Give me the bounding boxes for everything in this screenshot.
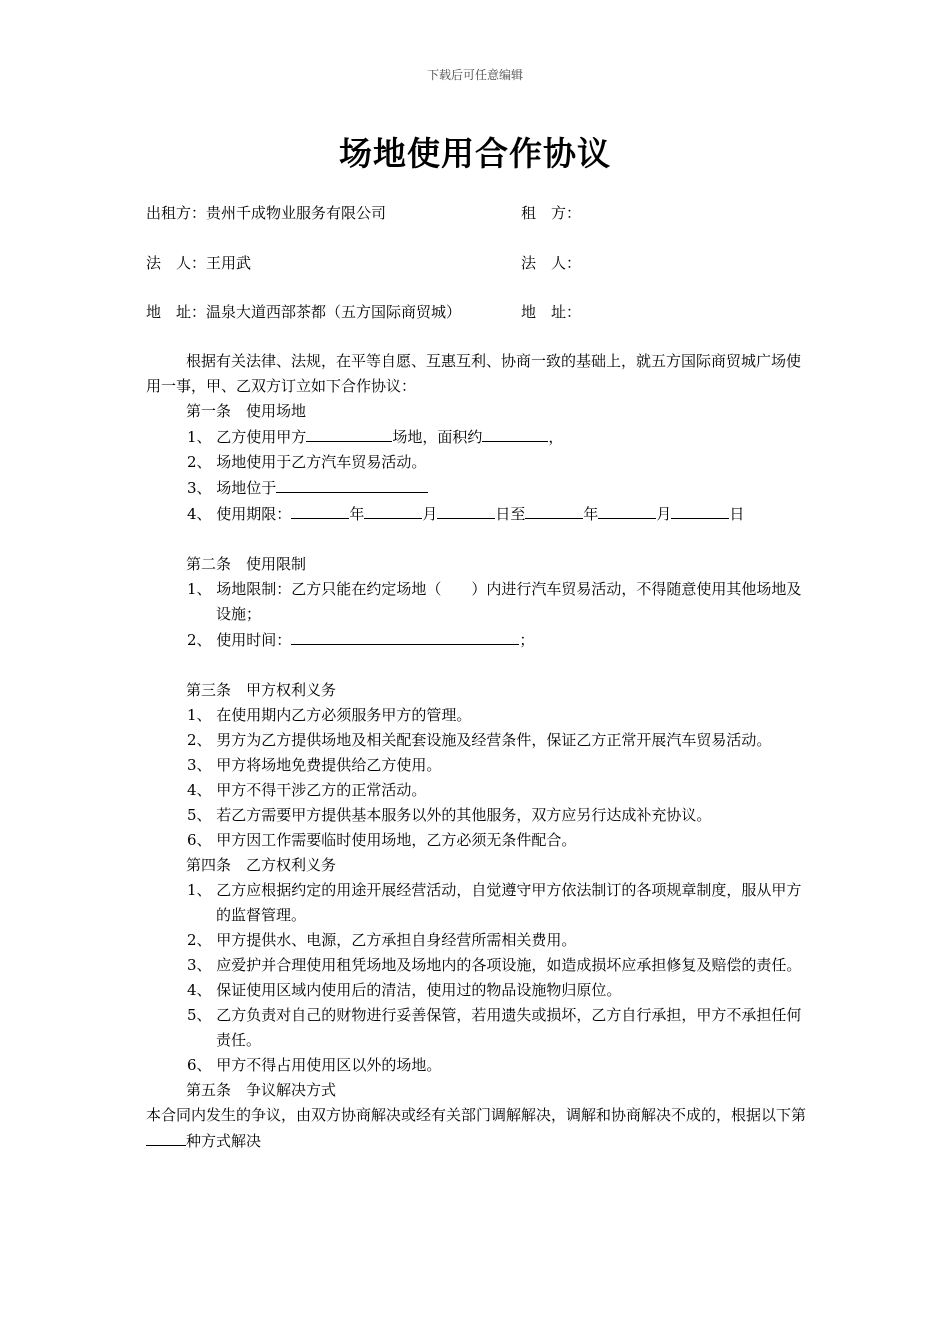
article-3-item: 5、 若乙方需要甲方提供基本服务以外的其他服务，双方应另行达成补充协议。 [187, 806, 712, 824]
article-2-title: 第二条 使用限制 [186, 555, 307, 573]
item-text: ； [519, 631, 535, 649]
article-2-item-2 [146, 627, 811, 653]
item-text: 3、 场地位于 [187, 479, 277, 497]
party-row-address [146, 301, 826, 321]
lessor-address: 地 址：温泉大道西部茶都（五方国际商贸城） [146, 303, 462, 321]
article-3-item: 2、 男方为乙方提供场地及相关配套设施及经营条件，保证乙方正常开展汽车贸易活动。 [187, 731, 772, 749]
item-text: 2、 使用时间： [187, 631, 292, 649]
article-4-item: 5、 乙方负责对自己的财物进行妥善保管，若用遗失或损坏，乙方自行承担，甲方不承担任何责任。 [187, 1006, 802, 1049]
document-title: 场地使用合作协议 [339, 134, 611, 173]
item-text: 日至 [495, 505, 526, 523]
lessee-legal-person: 法 人： [521, 254, 582, 272]
item-text: 日 [729, 505, 745, 523]
article-1-item-2: 2、 场地使用于乙方汽车贸易活动。 [187, 453, 427, 471]
article-4-title: 第四条 乙方权利义务 [186, 856, 337, 874]
blank-field [146, 1128, 186, 1146]
article-1-title: 第一条 使用场地 [186, 402, 307, 420]
article-2-item-1: 1、 场地限制：乙方只能在约定场地（ ）内进行汽车贸易活动，不得随意使用其他场地及设施； [187, 580, 802, 623]
article-4-item: 1、 乙方应根据约定的用途开展经营活动，自觉遵守甲方依法制订的各项规章制度，服从甲方的监督管理。 [187, 881, 802, 924]
article-3-item: 6、 甲方因工作需要临时使用场地，乙方必须无条件配合。 [187, 831, 577, 849]
item-text: 场地，面积约 [392, 428, 483, 446]
blank-field [482, 424, 548, 442]
item-text: ， [548, 428, 564, 446]
article-1-item-1 [146, 424, 811, 450]
article-4-item: 4、 保证使用区域内使用后的清洁，使用过的物品设施物归原位。 [187, 981, 622, 999]
blank-field [291, 501, 349, 519]
item-text: 种方式解决 [186, 1132, 262, 1150]
article-3-title: 第三条 甲方权利义务 [186, 681, 337, 699]
item-text: 年 [349, 505, 365, 523]
article-3-item: 1、 在使用期内乙方必须服务甲方的管理。 [187, 706, 472, 724]
article-4-item: 3、 应爱护并合理使用租凭场地及场地内的各项设施，如造成损坏应承担修复及赔偿的责任。 [187, 956, 802, 974]
item-text: 月 [656, 505, 672, 523]
blank-field [525, 501, 583, 519]
blank-field [291, 627, 519, 645]
article-5-title: 第五条 争议解决方式 [186, 1081, 337, 1099]
party-row-legal-person [146, 252, 826, 272]
article-1-item-3 [146, 475, 811, 501]
lessee-address: 地 址： [521, 303, 582, 321]
article-4-item: 2、 甲方提供水、电源，乙方承担自身经营所需相关费用。 [187, 931, 577, 949]
blank-field [671, 501, 729, 519]
item-text: 1、 乙方使用甲方 [187, 428, 307, 446]
party-row-lessor [146, 202, 826, 222]
spacer [146, 527, 811, 552]
item-text: 月 [422, 505, 438, 523]
article-5-text [146, 1103, 811, 1154]
intro-paragraph: 根据有关法律、法规，在平等自愿、互惠互利、协商一致的基础上，就五方国际商贸城广场使用一事，甲、乙双方订立如下合作协议： [146, 352, 802, 395]
article-3-item: 4、 甲方不得干涉乙方的正常活动。 [187, 781, 427, 799]
blank-field [276, 475, 428, 493]
lessee-name: 租 方： [521, 204, 582, 222]
item-text: 4、 使用期限： [187, 505, 292, 523]
document-body [146, 349, 811, 1154]
article-1-item-4 [146, 501, 811, 527]
lessor-legal-person: 法 人：王用武 [146, 254, 252, 272]
header-note: 下载后可任意编辑 [426, 68, 523, 82]
blank-field [598, 501, 656, 519]
blank-field [437, 501, 495, 519]
blank-field [306, 424, 392, 442]
spacer [146, 653, 811, 678]
lessor-name: 出租方：贵州千成物业服务有限公司 [146, 204, 387, 222]
item-text: 本合同内发生的争议，由双方协商解决或经有关部门调解解决，调解和协商解决不成的，根据以下第 [146, 1106, 807, 1124]
article-3-item: 3、 甲方将场地免费提供给乙方使用。 [187, 756, 442, 774]
article-4-item: 6、 甲方不得占用使用区以外的场地。 [187, 1056, 442, 1074]
blank-field [364, 501, 422, 519]
item-text: 年 [583, 505, 599, 523]
